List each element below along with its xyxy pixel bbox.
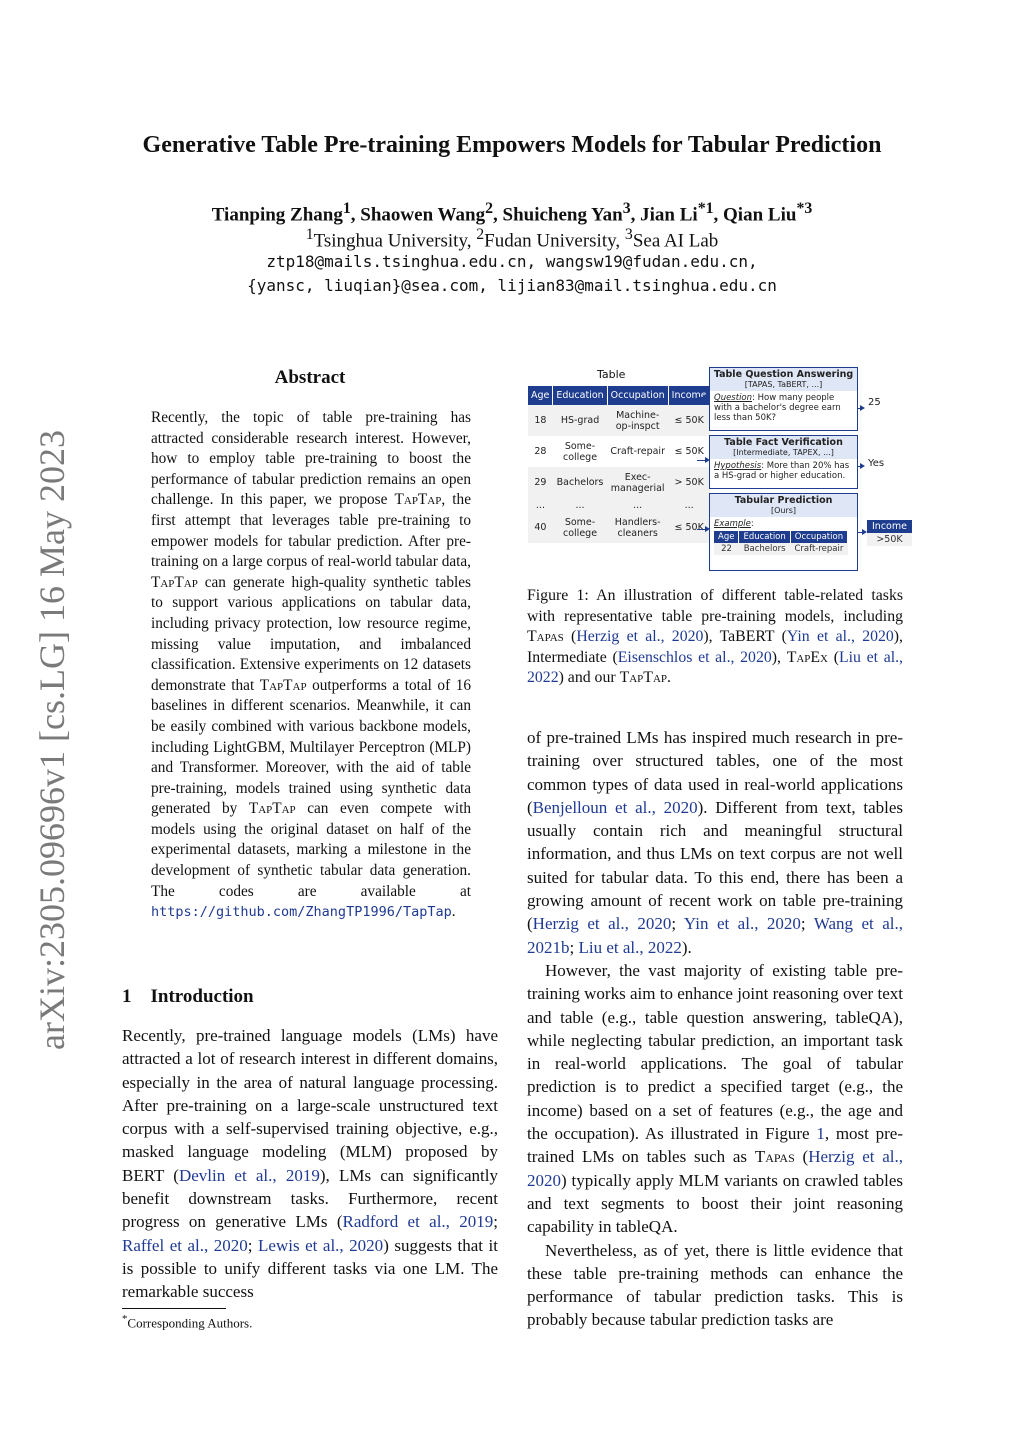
figure-example-table	[528, 386, 711, 543]
table-header: Age	[528, 386, 553, 405]
arrow-head	[705, 526, 710, 532]
figure-ref-link[interactable]: 1	[816, 1124, 825, 1144]
author-list: Tianping Zhang$^1$, Shaowen Wang$^2$, Shuicheng Yan$^3$, Jian Li$^{*1}$, Qian Liu$^{*3}$	[211, 200, 813, 226]
arxiv-sidebar-stamp	[22, 420, 82, 1060]
citation-link[interactable]: Herzig et al., 2020	[527, 1147, 903, 1190]
citation-link[interactable]: Radford et al., 2019	[342, 1212, 494, 1232]
qa-answer: 25	[868, 397, 881, 408]
author-name: Qian Liu	[723, 204, 797, 226]
paragraph: Nevertheless, as of yet, there is little evidence that these table pre-training methods can enhance the performance of tabular prediction tasks. This is probably because tabular prediction tasks are	[527, 1240, 903, 1330]
citation-link[interactable]: Herzig et al., 2020	[532, 914, 672, 934]
arxiv-id: arXiv:2305.09696v1 [cs.LG] 16 May 2023	[32, 430, 72, 1050]
table-row: 18 HS-grad Machine-op-inspct ≤ 50K	[528, 405, 710, 436]
paragraph: However, the vast majority of existing table pre-training works aim to enhance joint reasoning over text and table (e.g., table question answering, tableQA), while neglecting tabular prediction, an important task in real-world applications. The goal of tabular prediction is to predict a specified target (e.g., the income) based on a set of features (e.g., the age and the occupation). As illustrated in Figure 1, most pre-trained LMs on tables such as Tapas (Herzig et al., 2020) typically apply MLM variants on crawled tables and text segments to boost their joint reasoning capability in tableQA.	[527, 960, 903, 1237]
table-header: Occupation	[607, 386, 668, 405]
arrow-head	[860, 463, 865, 469]
income-prediction: Income >50K	[867, 520, 912, 546]
code-url-link[interactable]: https://github.com/ZhangTP1996/TapTap	[151, 904, 452, 921]
footnote: *Corresponding Authors.	[122, 1313, 253, 1331]
author-emails-line-2: {yansc, liuqian}@sea.com, lijian83@mail.tsinghua.edu.cn	[247, 276, 777, 295]
section-heading-introduction: 1 Introduction	[122, 986, 254, 1007]
affiliations: $^1$Tsinghua University, $^2$Fudan University, $^3$Sea AI Lab	[305, 226, 719, 252]
paragraph: of pre-trained LMs has inspired much research in pre-training over structured tables, one of the most common types of data used in real-world applications (Benjelloun et al., 2020). Different from text, tables usually contain rich and meaningful structural information, and thus LMs on text corpus are not well suited for tabular data. To this end, there has been a growing amount of recent work on table pre-training (Herzig et al., 2020; Yin et al., 2020; Wang et al., 2021b; Liu et al., 2022).	[527, 728, 904, 957]
author-emails-line-1: ztp18@mails.tsinghua.edu.cn, wangsw19@fudan.edu.cn,	[266, 252, 758, 271]
fact-verification-box: Table Fact Verification [Intermediate, TAPEX, ...] Hypothesis: More than 20% has a HS-grad or higher education.	[709, 435, 858, 489]
example-mini-table: Age Education Occupation 22 Bachelors Craft-repair	[714, 531, 848, 555]
table-row: 29 Bachelors Exec-managerial > 50K	[528, 467, 710, 498]
table-header: Income	[668, 386, 710, 405]
table-qa-box: Table Question Answering [TAPAS, TaBERT, ...] Question: How many people with a bachelor's degree earn less than 50K?	[709, 367, 858, 431]
abstract-body: Recently, the topic of table pre-training has attracted considerable research interest. However, how to employ table pre-training to boost the performance of tabular prediction remains an open challenge. In this paper, we propose TapTap, the first attempt that leverages table pre-training to empower models for tabular prediction. After pre-training on a large corpus of real-world tabular data, TapTap can generate high-quality synthetic tables to support various applications on tabular data, including privacy protection, low resource regime, missing value imputation, and imbalanced classification. Extensive experiments on 12 datasets demonstrate that TapTap outperforms a total of 16 baselines in different scenarios. Meanwhile, it can be easily combined with various backbone models, including LightGBM, Multilayer Perceptron (MLP) and Transformer. Moreover, with the aid of table pre-training, models trained using synthetic data generated by TapTap can even compete with models using the original dataset on half of the experimental datasets, marking a milestone in the development of synthetic tabular data generation. The codes are available at https://github.com/ZhangTP1996/TapTap.	[151, 409, 471, 921]
arrow-head	[860, 405, 865, 411]
citation-link[interactable]: Eisenschlos et al., 2020	[617, 648, 772, 666]
footnote-rule	[122, 1308, 226, 1309]
citation-link[interactable]: Wang et al., 2021b	[527, 914, 904, 957]
introduction-paragraph: Recently, pre-trained language models (LMs) have attracted a lot of research interest in different domains, especially in the area of natural language processing. After pre-training on a large-scale unstructured text corpus with a self-supervised training objective, e.g., masked language modeling (MLM) proposed by BERT (Devlin et al., 2019), LMs can significantly benefit downstream tasks. Furthermore, recent progress on generative LMs (Radford et al., 2019; Raffel et al., 2020; Lewis et al., 2020) suggests that it is possible to unify different tasks via one LM. The remarkable success	[122, 1026, 499, 1302]
fv-answer: Yes	[868, 458, 885, 469]
citation-link[interactable]: Yin et al., 2020	[786, 628, 894, 646]
affiliation: Tsinghua University	[313, 230, 467, 252]
paper-title: Generative Table Pre-training Empowers Models for Tabular Prediction	[142, 132, 882, 158]
author-name: Tianping Zhang	[211, 204, 343, 226]
citation-link[interactable]: Devlin et al., 2019	[178, 1165, 320, 1185]
arrow-head	[705, 394, 710, 400]
table-row: 40 Some-college Handlers-cleaners ≤ 50K	[528, 512, 710, 543]
right-column-body	[527, 726, 903, 1332]
citation-link[interactable]: Yin et al., 2020	[683, 914, 801, 934]
author-name: Jian Li	[640, 204, 698, 226]
tabular-prediction-box: Tabular Prediction [Ours] Example: Age Education Occupation 22 Bachelors Craft-repair	[709, 493, 858, 571]
table-header: Education	[553, 386, 607, 405]
citation-link[interactable]: Benjelloun et al., 2020	[532, 797, 698, 817]
citation-link[interactable]: Lewis et al., 2020	[258, 1235, 384, 1255]
figure-1	[527, 364, 907, 579]
arrow-head	[705, 457, 710, 463]
citation-link[interactable]: Herzig et al., 2020	[576, 628, 704, 646]
figure-1-caption: Figure 1: An illustration of different table-related tasks with representative table pre-training models, including Tapas (Herzig et al., 2020), TaBERT (Yin et al., 2020), Intermediate (Eisenschlos et al., 2020), TapEx (Liu et al., 2022) and our TapTap.	[527, 587, 904, 687]
citation-link[interactable]: Liu et al., 2022	[527, 648, 903, 687]
citation-link[interactable]: Liu et al., 2022	[578, 937, 682, 957]
author-name: Shaowen Wang	[360, 204, 486, 226]
abstract-heading: Abstract	[274, 367, 346, 388]
affiliation: Sea AI Lab	[632, 230, 719, 252]
table-row: ... ... ... ...	[528, 498, 710, 512]
author-name: Shuicheng Yan	[502, 204, 623, 226]
citation-link[interactable]: Raffel et al., 2020	[122, 1235, 248, 1255]
figure-table-title: Table	[597, 368, 626, 381]
affiliation: Fudan University	[484, 230, 616, 252]
table-row: 28 Some-college Craft-repair ≤ 50K	[528, 436, 710, 467]
